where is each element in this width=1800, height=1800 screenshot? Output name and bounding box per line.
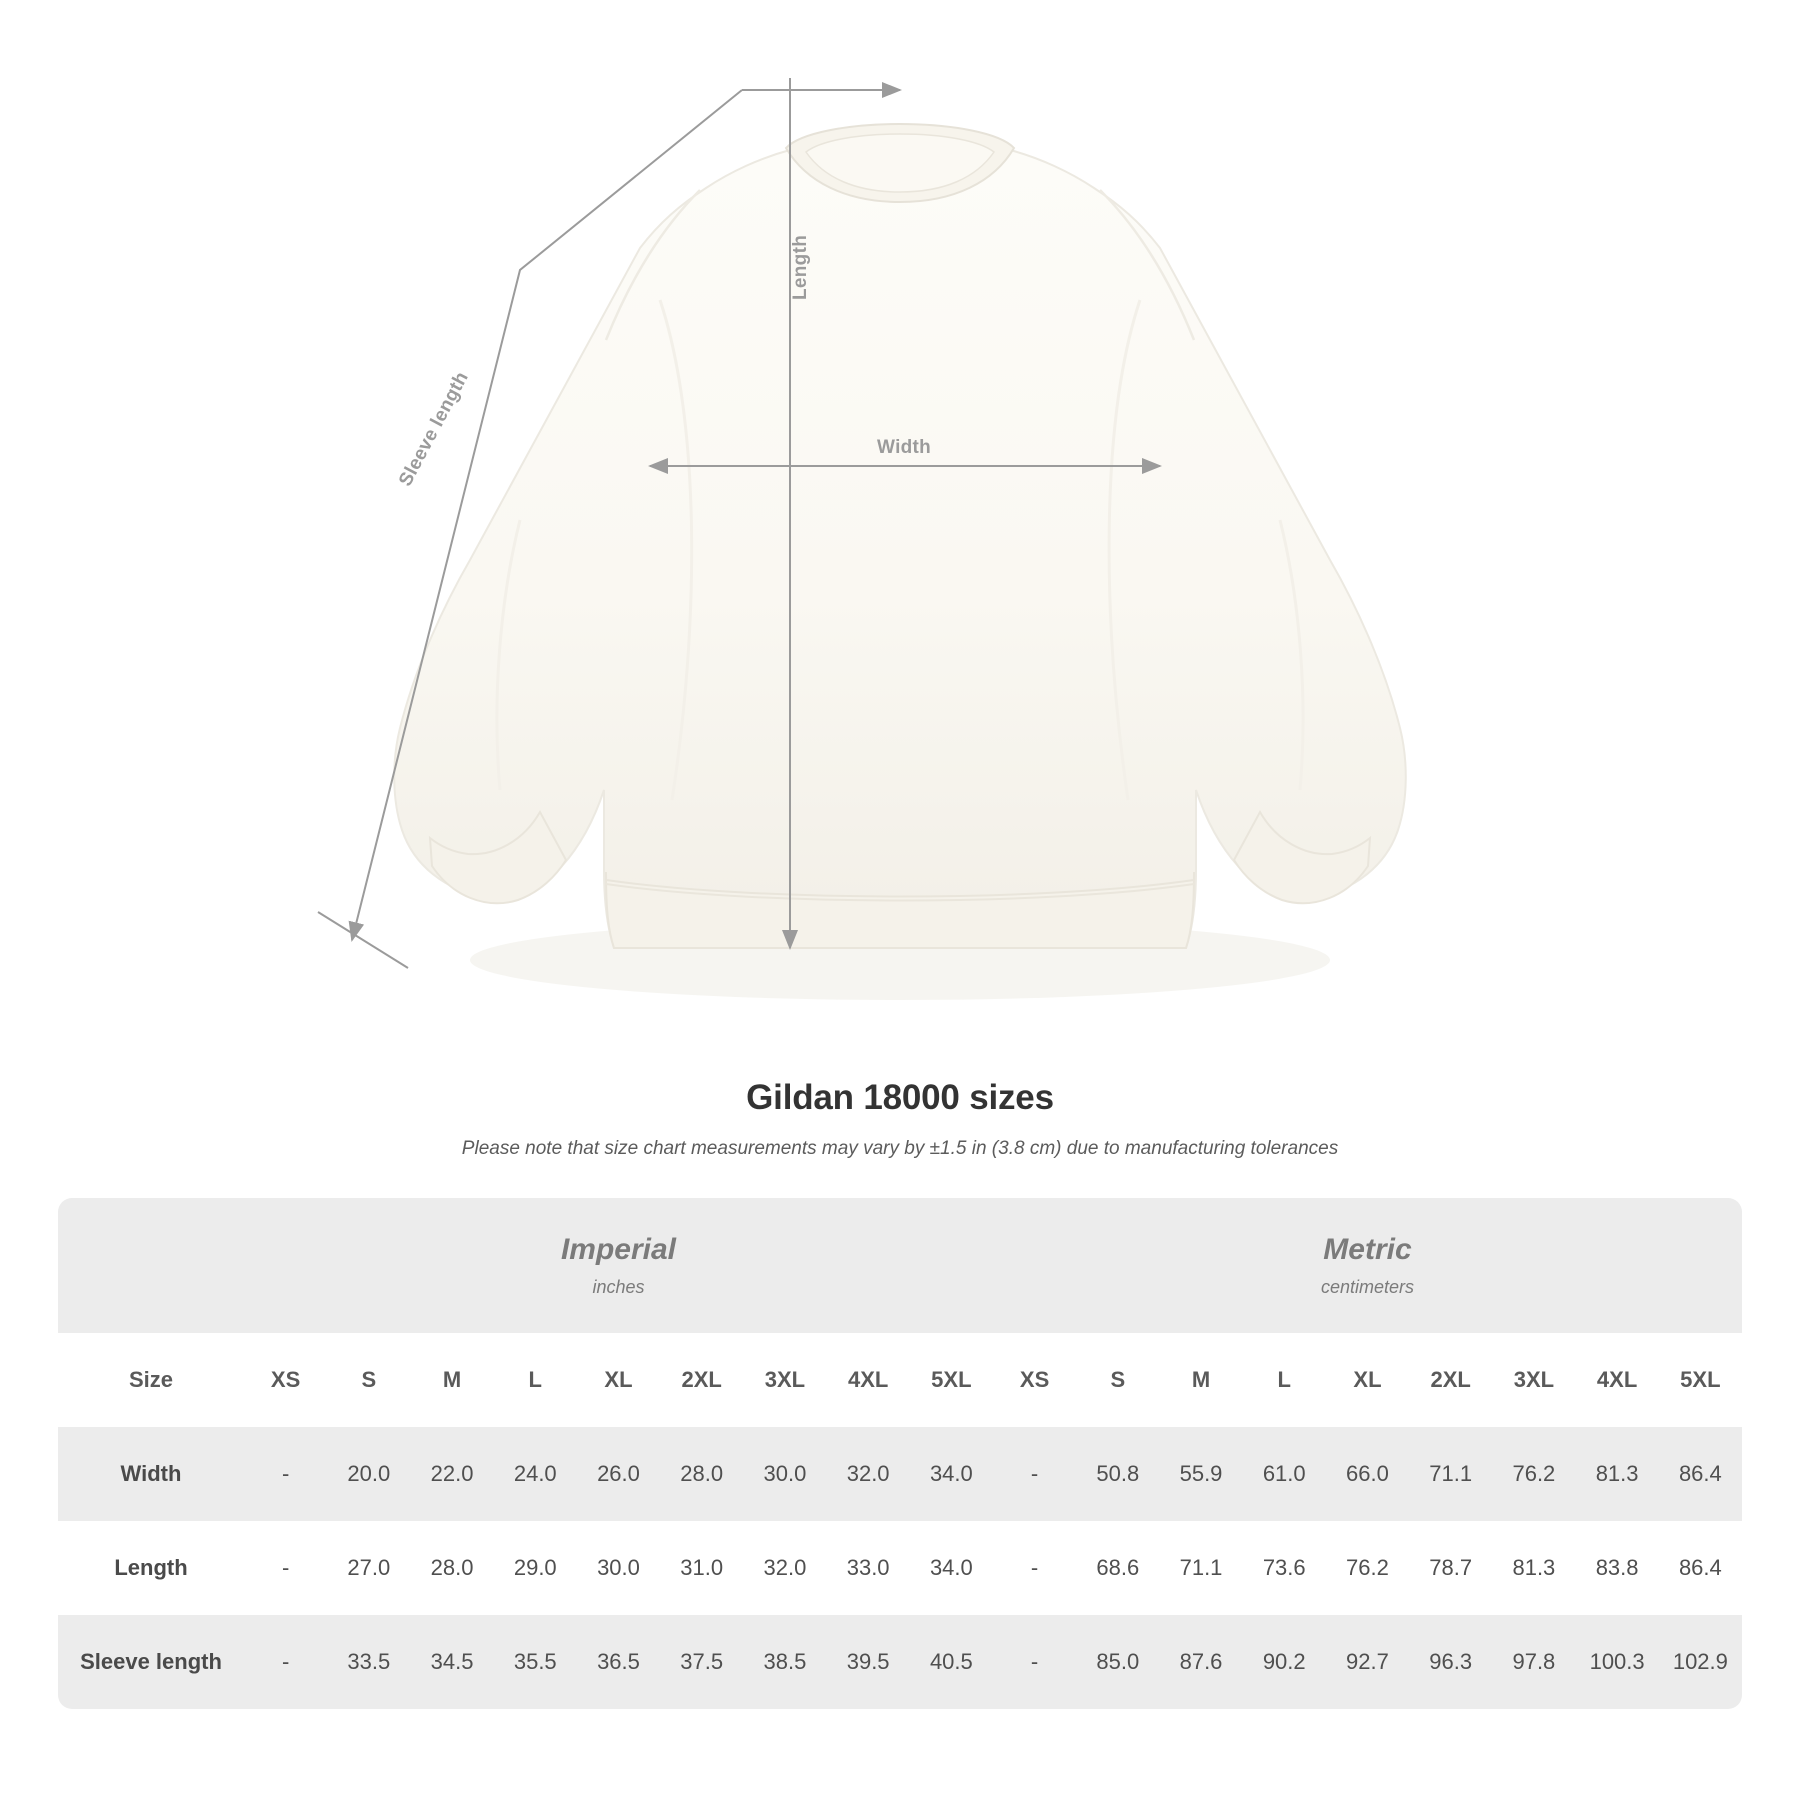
size-header-metric-2xl: 2XL [1409,1333,1492,1427]
page-title: Gildan 18000 sizes [746,1078,1054,1117]
row-label-width: Width [58,1427,244,1521]
size-header-label: Size [58,1333,244,1427]
width-dimension-label: Width [877,437,932,458]
length-metric-3xl: 81.3 [1492,1521,1575,1615]
length-imperial-3xl: 32.0 [743,1521,826,1615]
sleeve-length-dimension-label: Sleeve length [395,368,473,490]
sleeve-metric-s: 85.0 [1076,1615,1159,1709]
length-imperial-xl: 30.0 [577,1521,660,1615]
size-header-imperial-m: M [410,1333,493,1427]
sleeve-metric-5xl: 102.9 [1659,1615,1742,1709]
size-header-imperial-5xl: 5XL [910,1333,993,1427]
width-metric-l: 61.0 [1243,1427,1326,1521]
sleeve-metric-l: 90.2 [1243,1615,1326,1709]
width-metric-xs: - [993,1427,1076,1521]
size-header-row [58,1333,1742,1427]
width-imperial-l: 24.0 [494,1427,577,1521]
unit-header-row [58,1198,1742,1333]
width-metric-xl: 66.0 [1326,1427,1409,1521]
sleeve-imperial-3xl: 38.5 [743,1615,826,1709]
width-imperial-4xl: 32.0 [827,1427,910,1521]
unit-sub-imperial: inches [592,1277,645,1297]
size-header-metric-4xl: 4XL [1576,1333,1659,1427]
length-metric-m: 71.1 [1159,1521,1242,1615]
length-metric-5xl: 86.4 [1659,1521,1742,1615]
length-imperial-5xl: 34.0 [910,1521,993,1615]
sleeve-metric-m: 87.6 [1159,1615,1242,1709]
sleeve-metric-4xl: 100.3 [1576,1615,1659,1709]
unit-header-metric [993,1198,1742,1333]
width-imperial-xs: - [244,1427,327,1521]
size-header-imperial-s: S [327,1333,410,1427]
size-header-metric-m: M [1159,1333,1242,1427]
sleeve-imperial-5xl: 40.5 [910,1615,993,1709]
width-metric-s: 50.8 [1076,1427,1159,1521]
width-imperial-3xl: 30.0 [743,1427,826,1521]
sleeve-metric-2xl: 96.3 [1409,1615,1492,1709]
size-header-metric-s: S [1076,1333,1159,1427]
table-row [58,1427,1742,1521]
width-metric-2xl: 71.1 [1409,1427,1492,1521]
size-header-metric-l: L [1243,1333,1326,1427]
length-metric-xl: 76.2 [1326,1521,1409,1615]
unit-name-metric: Metric [1323,1233,1412,1266]
length-imperial-xs: - [244,1521,327,1615]
width-imperial-2xl: 28.0 [660,1427,743,1521]
table-row [58,1521,1742,1615]
width-imperial-5xl: 34.0 [910,1427,993,1521]
size-table [58,1198,1742,1709]
sleeve-metric-xs: - [993,1615,1076,1709]
width-metric-3xl: 76.2 [1492,1427,1575,1521]
length-metric-l: 73.6 [1243,1521,1326,1615]
sleeve-metric-3xl: 97.8 [1492,1615,1575,1709]
width-imperial-s: 20.0 [327,1427,410,1521]
size-header-imperial-l: L [494,1333,577,1427]
size-header-imperial-3xl: 3XL [743,1333,826,1427]
unit-header-imperial [244,1198,993,1333]
length-metric-2xl: 78.7 [1409,1521,1492,1615]
sleeve-imperial-2xl: 37.5 [660,1615,743,1709]
width-metric-4xl: 81.3 [1576,1427,1659,1521]
sleeve-imperial-xl: 36.5 [577,1615,660,1709]
width-imperial-xl: 26.0 [577,1427,660,1521]
row-label-length: Length [58,1521,244,1615]
size-header-imperial-xl: XL [577,1333,660,1427]
title-block [0,1078,1800,1160]
length-metric-4xl: 83.8 [1576,1521,1659,1615]
width-metric-m: 55.9 [1159,1427,1242,1521]
unit-header-spacer [58,1198,244,1333]
row-label-sleeve-length: Sleeve length [58,1615,244,1709]
sleeve-imperial-xs: - [244,1615,327,1709]
unit-sub-metric: centimeters [1320,1277,1414,1297]
width-metric-5xl: 86.4 [1659,1427,1742,1521]
size-header-imperial-2xl: 2XL [660,1333,743,1427]
size-header-metric-xl: XL [1326,1333,1409,1427]
sleeve-imperial-l: 35.5 [494,1615,577,1709]
size-header-metric-3xl: 3XL [1492,1333,1575,1427]
sleeve-imperial-s: 33.5 [327,1615,410,1709]
length-metric-xs: - [993,1521,1076,1615]
length-dimension-label: Length [790,234,811,300]
length-metric-s: 68.6 [1076,1521,1159,1615]
size-header-metric-5xl: 5XL [1659,1333,1742,1427]
length-imperial-m: 28.0 [410,1521,493,1615]
size-header-metric-xs: XS [993,1333,1076,1427]
size-header-imperial-xs: XS [244,1333,327,1427]
size-header-imperial-4xl: 4XL [827,1333,910,1427]
sleeve-metric-xl: 92.7 [1326,1615,1409,1709]
length-imperial-s: 27.0 [327,1521,410,1615]
size-table-wrapper [58,1198,1742,1709]
unit-name-imperial: Imperial [560,1233,677,1266]
length-imperial-2xl: 31.0 [660,1521,743,1615]
sleeve-imperial-m: 34.5 [410,1615,493,1709]
length-imperial-4xl: 33.0 [827,1521,910,1615]
length-imperial-l: 29.0 [494,1521,577,1615]
tolerance-note: Please note that size chart measurements may vary by ±1.5 in (3.8 cm) due to manufacturing tolerances [461,1138,1339,1159]
table-row [58,1615,1742,1709]
width-imperial-m: 22.0 [410,1427,493,1521]
sleeve-imperial-4xl: 39.5 [827,1615,910,1709]
